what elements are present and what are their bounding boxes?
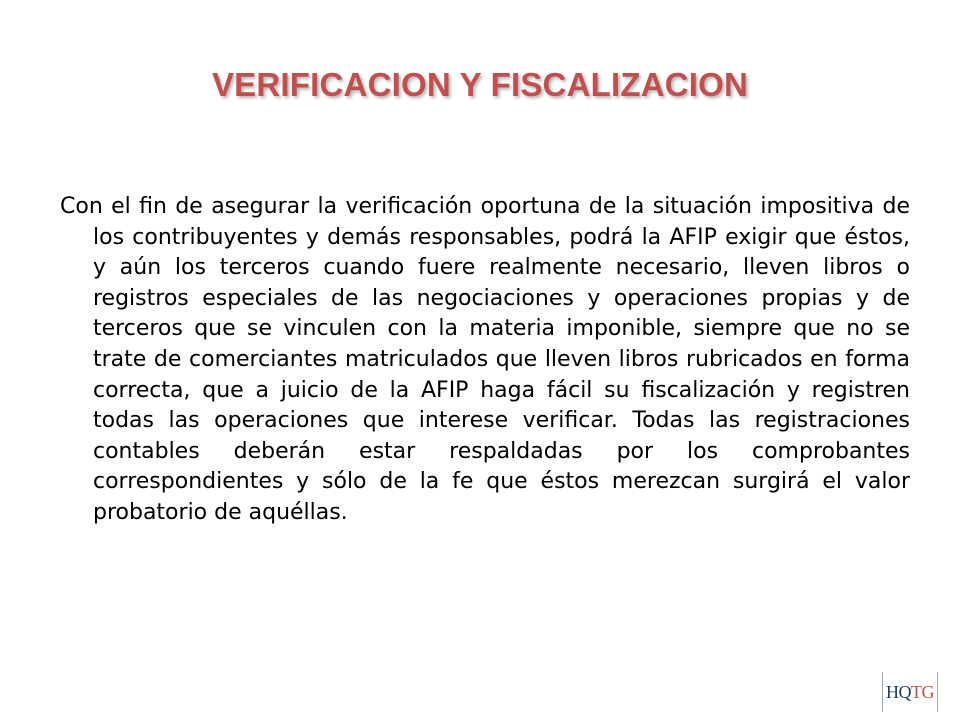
logo-text-tg: TG [911, 681, 934, 702]
logo-text-hq: HQ [886, 681, 911, 702]
hqtg-logo [882, 672, 938, 712]
slide-title: VERIFICACION Y FISCALIZACION [211, 66, 749, 103]
slide-body-text: Con el fin de asegurar la verificación oportuna de la situación impositiva de los contribuyentes y demás responsables, podrá la AFIP exigir que éstos, y aún los terceros cuando fuere realmente necesario, lleven libros o registros especiales de las negociaciones y operaciones propias y de terceros que se vinculen con la materia imponible, siempre que no se trate de comerciantes matriculados que lleven libros rubricados en forma correcta, que a juicio de la AFIP haga fácil su fiscalización y registren todas las operaciones que interese verificar. Todas las registraciones contables deberán estar respaldadas por los comprobantes correspondientes y sólo de la fe que éstos merezcan surgirá el valor probatorio de aquéllas. [60, 194, 910, 525]
